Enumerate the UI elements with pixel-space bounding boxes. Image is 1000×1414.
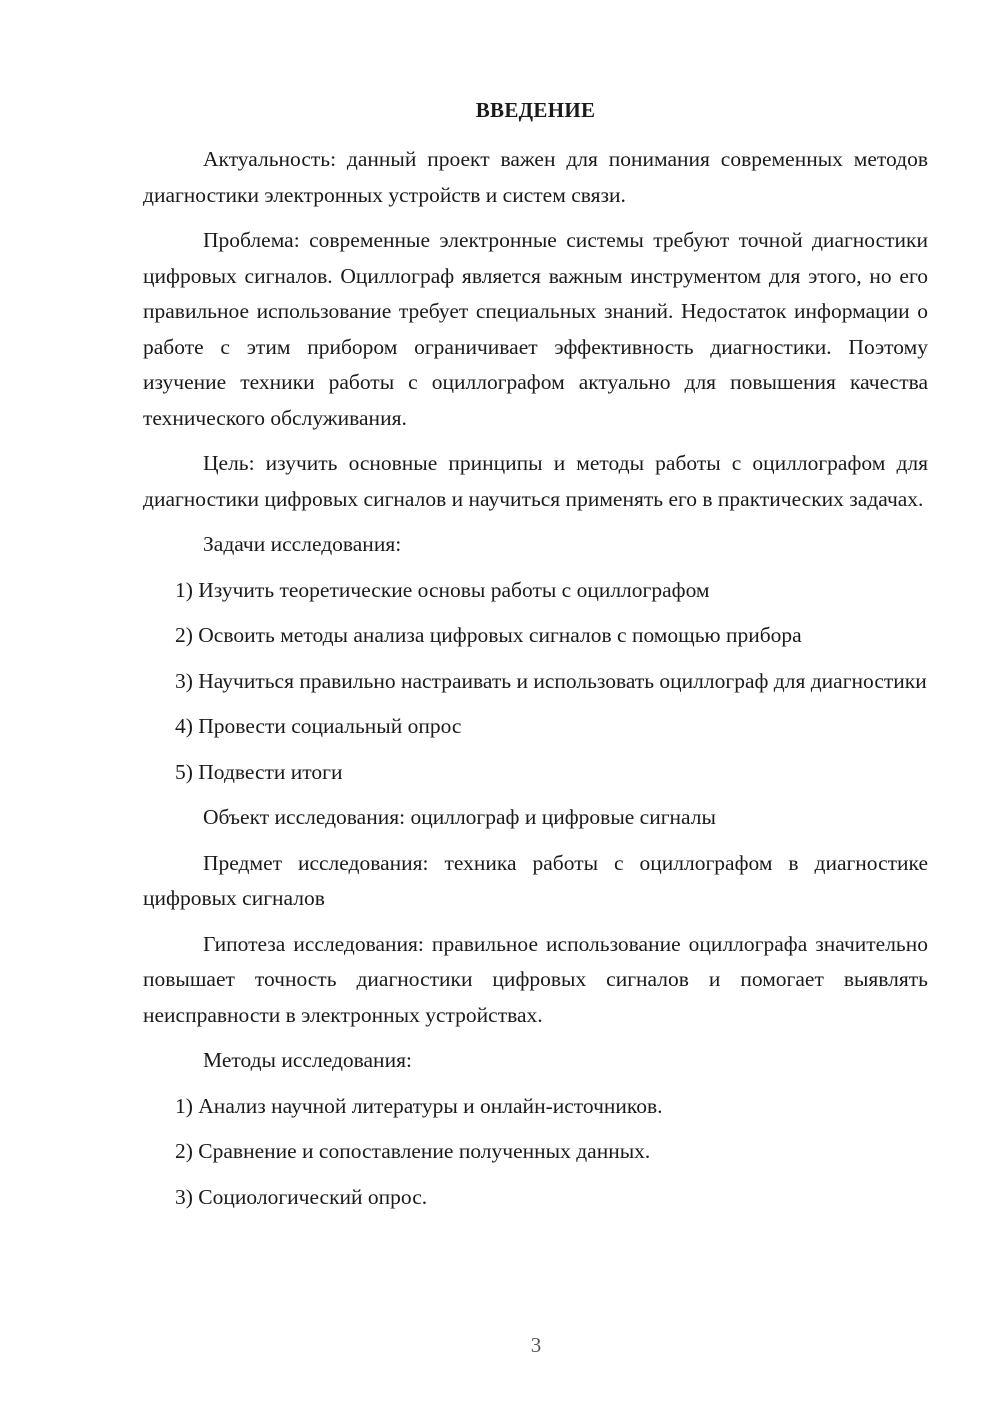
method-item: 2) Сравнение и сопоставление полученных данных. <box>175 1139 651 1163</box>
task-item: 5) Подвести итоги <box>175 759 343 784</box>
page-number: 3 <box>530 1333 542 1357</box>
task-item: 3) Научиться правильно настраивать и использовать оциллограф для диагностики <box>175 668 927 693</box>
tasks-heading: Задачи исследования: <box>203 532 402 556</box>
task-item: 2) Освоить методы анализа цифровых сигналов с помощью прибора <box>175 623 802 647</box>
methods-heading: Методы исследования: <box>203 1048 412 1072</box>
page-title: ВВЕДЕНИЕ <box>475 98 596 122</box>
method-item: 1) Анализ научной литературы и онлайн-источников. <box>175 1093 663 1118</box>
hypothesis-paragraph: Гипотеза исследования: правильное использование оциллографа значительно повышает точность диагностики цифровых сигналов и помогает выявлять неисправности в электронных устройствах. <box>143 931 928 1027</box>
subject-paragraph: Предмет исследования: техника работы с оциллографом в диагностике цифровых сигналов <box>143 850 928 910</box>
relevance-paragraph: Актуальность: данный проект важен для понимания современных методов диагностики электронных устройств и систем связи. <box>143 147 928 207</box>
task-item: 4) Провести социальный опрос <box>175 714 462 738</box>
goal-paragraph: Цель: изучить основные принципы и методы работы с оциллографом для диагностики цифровых сигналов и научиться применять его в практических задачах. <box>143 451 928 511</box>
document-page <box>143 92 928 1225</box>
object-paragraph: Объект исследования: оциллограф и цифровые сигналы <box>203 805 716 829</box>
task-item: 1) Изучить теоретические основы работы с оциллографом <box>175 577 710 602</box>
problem-paragraph: Проблема: современные электронные системы требуют точной диагностики цифровых сигналов. Оциллограф является важным инструментом для этого, но его правильное использование требует специальных знаний. Недостаток информации о работе с этим прибором ограничивает эффективность диагностики. Поэтому изучение техники работы с оциллографом актуально для повышения качества технического обслуживания. <box>143 228 928 430</box>
method-item: 3) Социологический опрос. <box>175 1184 428 1209</box>
